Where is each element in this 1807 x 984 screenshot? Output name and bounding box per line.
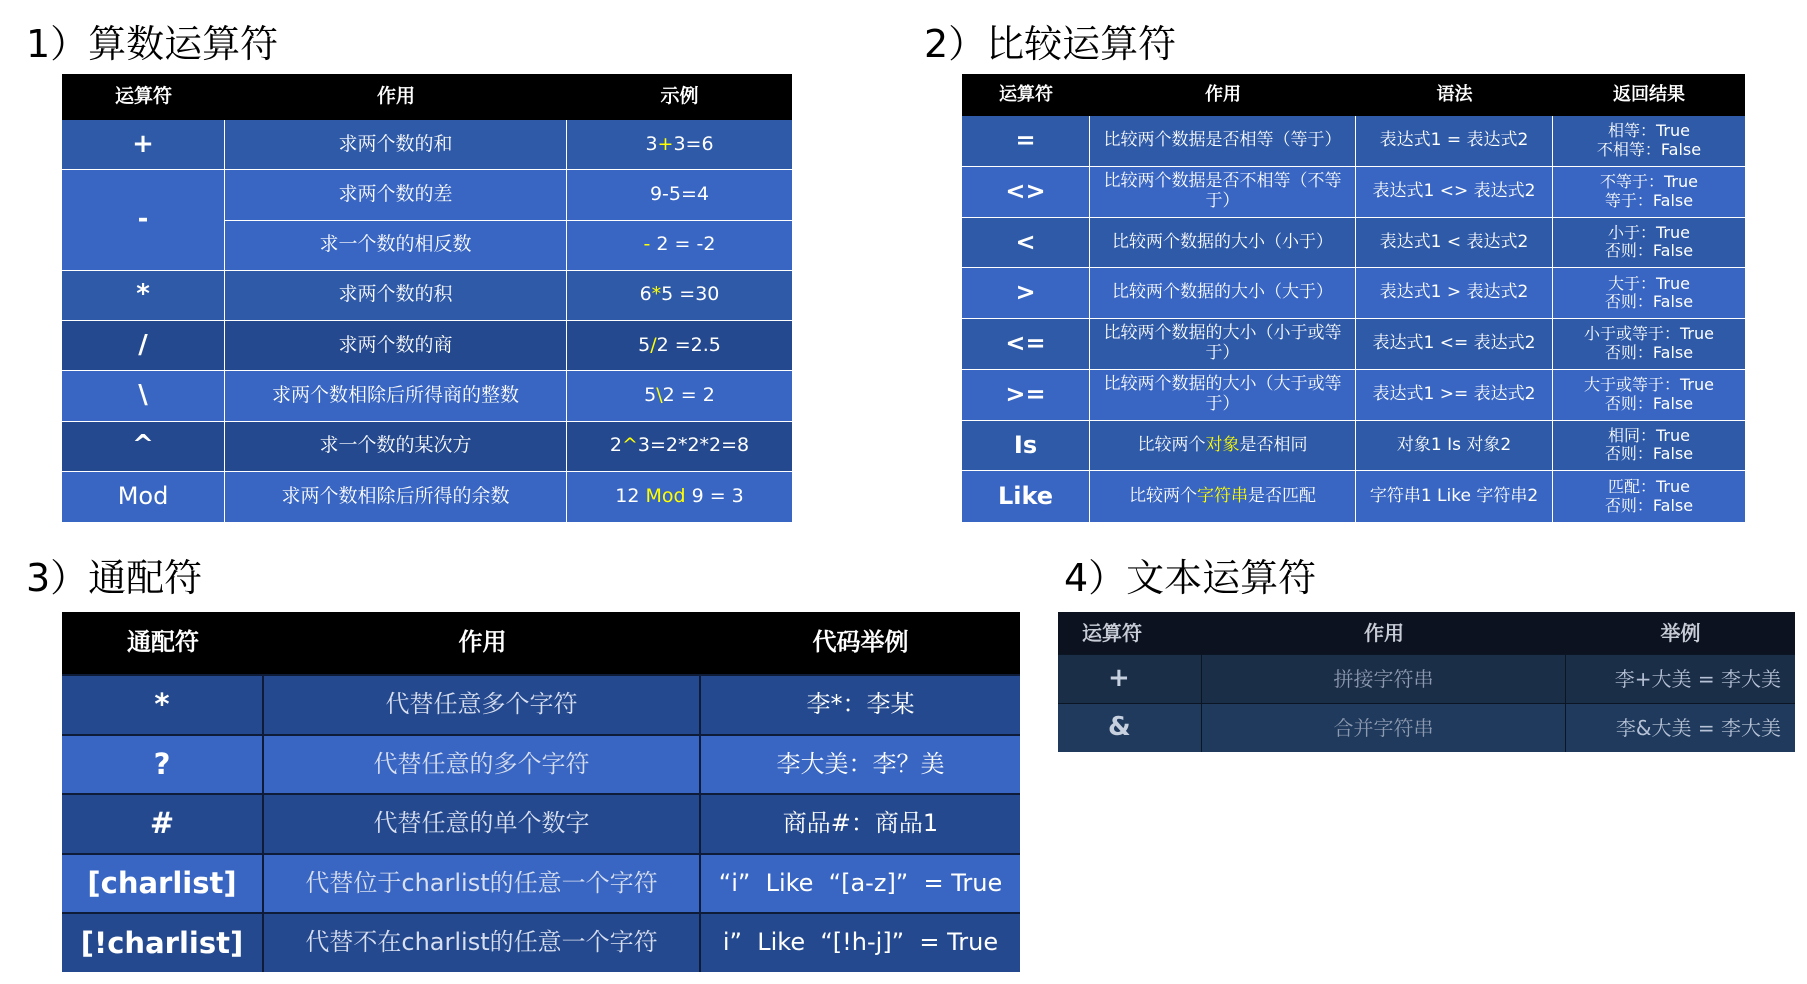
arith-op-cell: - [62,170,225,271]
arith-example-cell: 12 Mod 9 = 3 [567,472,792,522]
compare-op-cell: Is [962,421,1090,472]
arith-example-cell: - 2 = -2 [567,221,792,271]
text-header-desc: 作用 [1202,612,1566,654]
compare-syntax-cell: 表达式1 >= 表达式2 [1356,370,1553,421]
compare-result-cell [1553,421,1745,472]
compare-table [962,74,1745,522]
compare-desc-cell: 比较两个数据的大小（小于或等于） [1090,319,1356,370]
result-false-line: 否则：False [1604,292,1694,312]
compare-op-cell: < [962,218,1090,269]
result-true-line: 大于：True [1608,273,1690,293]
compare-desc-cell: 比较两个数据的大小（大于或等于） [1090,370,1356,421]
section-title-wildcard: 3）通配符 [26,556,203,600]
compare-result-cell [1553,370,1745,421]
section-title-arith: 1）算数运算符 [26,22,279,66]
wildcard-table [62,612,1020,972]
compare-syntax-cell: 字符串1 Like 字符串2 [1356,471,1553,522]
result-false-line: 否则：False [1604,241,1694,261]
wildcard-op-cell: [charlist] [62,853,264,913]
arith-example-cell: 5/2 =2.5 [567,321,792,371]
wildcard-example-cell: i” Like “[!h-j]” = True [701,912,1020,972]
result-false-line: 否则：False [1604,495,1694,515]
text-op-cell: & [1058,703,1202,752]
wildcard-header-op: 通配符 [62,612,264,674]
wildcard-op-cell: # [62,793,264,853]
arith-op-cell: \ [62,371,225,421]
result-false-line: 否则：False [1604,342,1694,362]
arith-example-cell: 5\2 = 2 [567,371,792,421]
compare-op-cell: Like [962,471,1090,522]
compare-desc-cell: 比较两个字符串是否匹配 [1090,471,1356,522]
arith-header-ex: 示例 [567,74,792,120]
result-true-line: 大于或等于：True [1584,375,1714,395]
section-title-text: 4）文本运算符 [1064,556,1317,600]
wildcard-example-cell: “i” Like “[a-z]” = True [701,853,1020,913]
text-desc-cell: 合并字符串 [1202,703,1566,752]
compare-syntax-cell: 表达式1 <= 表达式2 [1356,319,1553,370]
arith-op-cell: Mod [62,472,225,522]
compare-result-cell [1553,268,1745,319]
result-true-line: 不等于：True [1600,172,1698,192]
arith-desc-cell: 求一个数的某次方 [225,422,567,472]
text-desc-cell: 拼接字符串 [1202,654,1566,703]
text-example-cell: 李+大美 = 李大美 [1566,654,1795,703]
wildcard-desc-cell: 代替位于charlist的任意一个字符 [264,853,701,913]
result-false-line: 否则：False [1604,393,1694,413]
arith-header-desc: 作用 [225,74,567,120]
arith-op-cell: * [62,271,225,321]
compare-syntax-cell: 表达式1 > 表达式2 [1356,268,1553,319]
result-true-line: 小于：True [1608,222,1690,242]
text-header-op: 运算符 [1058,612,1202,654]
wildcard-example-cell: 李大美：李？美 [701,734,1020,794]
arith-desc-cell: 求两个数的商 [225,321,567,371]
compare-desc-cell: 比较两个数据的大小（小于） [1090,218,1356,269]
compare-result-cell [1553,319,1745,370]
compare-desc-cell: 比较两个数据是否相等（等于） [1090,116,1356,167]
compare-header-desc: 作用 [1090,74,1356,116]
compare-header-result: 返回结果 [1553,74,1745,116]
compare-syntax-cell: 表达式1 <> 表达式2 [1356,167,1553,218]
text-table [1058,612,1795,752]
arith-op-cell: + [62,120,225,170]
result-true-line: 匹配：True [1608,477,1690,497]
wildcard-op-cell: * [62,674,264,734]
text-example-cell: 李&大美 = 李大美 [1566,703,1795,752]
result-true-line: 小于或等于：True [1584,324,1714,344]
compare-result-cell [1553,116,1745,167]
arith-example-cell: 3+3=6 [567,120,792,170]
arith-header-op: 运算符 [62,74,225,120]
arith-table [62,74,792,522]
compare-op-cell: <> [962,167,1090,218]
wildcard-op-cell: ? [62,734,264,794]
wildcard-header-desc: 作用 [264,612,701,674]
arith-example-cell: 2^3=2*2*2=8 [567,422,792,472]
text-op-cell: + [1058,654,1202,703]
wildcard-desc-cell: 代替任意的多个字符 [264,734,701,794]
arith-desc-cell: 求两个数相除后所得的余数 [225,472,567,522]
compare-header-syntax: 语法 [1356,74,1553,116]
compare-syntax-cell: 表达式1 = 表达式2 [1356,116,1553,167]
arith-desc-cell: 求两个数相除后所得商的整数 [225,371,567,421]
compare-op-cell: >= [962,370,1090,421]
arith-example-cell: 6*5 =30 [567,271,792,321]
wildcard-header-ex: 代码举例 [701,612,1020,674]
text-header-ex: 举例 [1566,612,1795,654]
compare-syntax-cell: 表达式1 < 表达式2 [1356,218,1553,269]
compare-syntax-cell: 对象1 Is 对象2 [1356,421,1553,472]
compare-op-cell: <= [962,319,1090,370]
wildcard-op-cell: [!charlist] [62,912,264,972]
compare-desc-cell: 比较两个数据是否不相等（不等于） [1090,167,1356,218]
result-true-line: 相等：True [1608,121,1690,141]
result-false-line: 否则：False [1604,444,1694,464]
wildcard-desc-cell: 代替任意多个字符 [264,674,701,734]
arith-desc-cell: 求两个数的差 [225,170,567,220]
arith-desc-cell: 求一个数的相反数 [225,221,567,271]
arith-desc-cell: 求两个数的积 [225,271,567,321]
result-false-line: 不相等：False [1596,139,1702,159]
wildcard-desc-cell: 代替任意的单个数字 [264,793,701,853]
compare-result-cell [1553,218,1745,269]
wildcard-desc-cell: 代替不在charlist的任意一个字符 [264,912,701,972]
compare-desc-cell: 比较两个数据的大小（大于） [1090,268,1356,319]
compare-result-cell [1553,471,1745,522]
result-true-line: 相同：True [1608,425,1690,445]
arith-op-cell: ^ [62,422,225,472]
wildcard-example-cell: 商品#：商品1 [701,793,1020,853]
section-title-compare: 2）比较运算符 [924,22,1177,66]
result-false-line: 等于：False [1604,190,1694,210]
compare-result-cell [1553,167,1745,218]
compare-desc-cell: 比较两个对象是否相同 [1090,421,1356,472]
arith-desc-cell: 求两个数的和 [225,120,567,170]
compare-op-cell: = [962,116,1090,167]
arith-op-cell: / [62,321,225,371]
arith-example-cell: 9-5=4 [567,170,792,220]
compare-op-cell: > [962,268,1090,319]
wildcard-example-cell: 李*：李某 [701,674,1020,734]
compare-header-op: 运算符 [962,74,1090,116]
